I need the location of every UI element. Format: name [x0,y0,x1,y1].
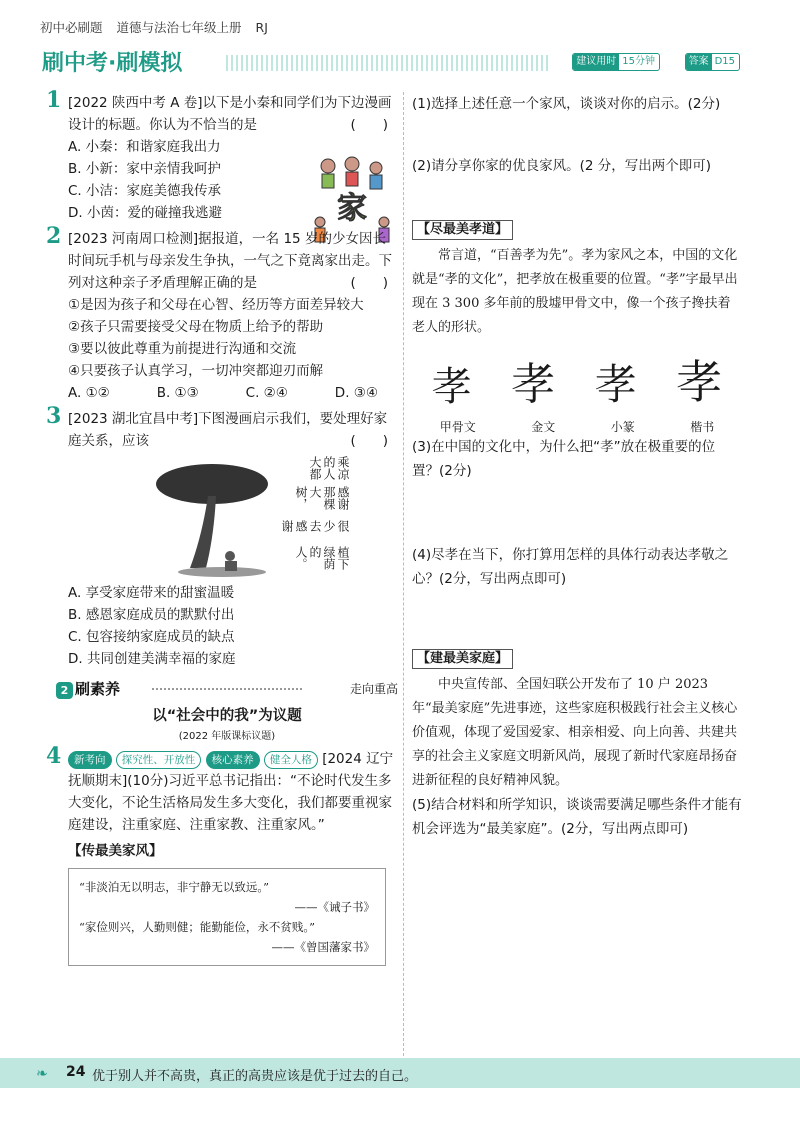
label-bronze: 金文 [531,420,556,434]
series-name: 初中必刷题 [40,20,103,35]
option-a: A. 小秦：和谐家庭我出力 [68,139,221,155]
answer-tag [685,53,740,71]
section-tagline: 走向重高 [349,682,398,696]
section-banner [40,46,740,78]
options-row [68,382,398,404]
section-header [56,678,398,700]
caption-line-4: 植下绿荫的人。 [294,545,350,570]
question-number: 2 [46,223,62,249]
subquestion-5: (5)结合材料和所学知识，谈谈需要满足哪些条件才能有机会评选为“最美家庭”。(2分，写出两点即可) [412,797,742,837]
answer-page: D15 [714,56,735,67]
option-d: D. 共同创建美满幸福的家庭 [68,651,236,667]
label-seal: 小篆 [610,420,635,434]
label-regular: 楷书 [690,420,715,434]
art-character: 家 [337,191,367,226]
time-tag [572,53,660,71]
glyph-labels [412,418,742,435]
option-c: C. 小洁：家庭美德我传承 [68,183,222,199]
right-column [412,92,742,841]
answer-blank: ( ) [350,117,388,133]
option-a: A. 享受家庭带来的甜蜜温暖 [68,585,235,601]
leaf-icon: ❧ [36,1066,48,1082]
caption-line-3: 很少去感谢 [280,520,350,533]
option-d: D. ③④ [334,385,378,401]
edition: RJ [255,20,268,35]
glyph-oracle: 孝 [431,364,472,410]
statement-4: ④只要孩子认真学习，一切冲突都迎刃而解 [68,363,324,379]
running-header [40,18,282,36]
question-number: 3 [46,403,62,429]
dotted-rule [152,688,302,690]
quote-1: “非淡泊无以明志，非宁静无以致远。” [79,880,270,894]
option-b: B. 小新：家中亲情我呵护 [68,161,221,177]
statement-1: ①是因为孩子和父母在心智、经历等方面差异较大 [68,297,364,313]
option-a: A. ①② [68,385,110,401]
pill-new: 新考向 [68,751,112,769]
section-badge: 2 [56,682,73,699]
caption-line-1: 乘凉的人大都 [308,456,350,480]
answer-blank: ( ) [350,433,388,449]
time-label: 建议用时 [573,54,619,70]
filial-section [412,218,742,483]
footer-motto: 优于别人并不高贵，真正的高贵应该是优于过去的自己。 [92,1069,418,1084]
question-stem: [2024 辽宁抚顺期末](10分)习近平总书记指出：“不论时代发生多大变化，不论生活格局发生多大变化，我们都要重视家庭建设，注重家庭、注重家教、注重家风。” [68,751,394,833]
option-b: B. ①③ [156,385,199,401]
quote-2-source: ——《曾国藩家书》 [271,940,375,954]
family-text: 中央宣传部、全国妇联公开发布了 10 户 2023 年“最美家庭”先进事迹，这些家庭积极践行社会主义核心价值观，体现了爱国爱家、相亲相爱、向上向善、共建共享的社会主义家庭文明新风尚，展现了新时代家庭昂扬奋进新征程的良好精神风貌。 [412,677,738,788]
topic-title: 以“社会中的我”为议题 [152,708,302,724]
quote-2: “家俭则兴，人勤则健；能勤能俭，永不贫贱。” [79,920,316,934]
question-number: 4 [46,743,62,769]
question-1 [46,87,398,226]
option-d: D. 小茵：爱的碰撞我逃避 [68,205,222,221]
page-footer [0,1058,800,1088]
brand-title: 刷中考·刷模拟 [42,51,183,76]
pill-types: 探究性、开放性 [116,751,202,769]
option-b: B. 感恩家庭成员的默默付出 [68,607,235,623]
time-value: 15分钟 [622,56,655,67]
section-label: 刷素养 [75,680,121,698]
statement-2: ②孩子只需要接受父母在物质上给予的帮助 [68,319,324,335]
pill-core-value: 健全人格 [264,751,318,769]
decorative-stripes [226,55,550,71]
glyph-regular: 孝 [676,355,723,409]
family-section [412,647,742,841]
question-stem: [2023 湖北宜昌中考]下图漫画启示我们，要处理好家庭关系，应该 [68,411,388,449]
question-3 [46,403,398,670]
filial-heading: 【尽最美孝道】 [412,220,513,240]
option-c: C. ②④ [245,385,288,401]
subquestion-3: (3)在中国的文化中，为什么把“孝”放在极重要的位置？(2分) [412,439,716,479]
page-number: 24 [66,1064,86,1080]
column-divider [403,92,404,1056]
statement-3: ③要以彼此尊重为前提进行沟通和交流 [68,341,297,357]
glyph-bronze: 孝 [511,359,556,410]
option-c: C. 包容接纳家庭成员的缺点 [68,629,235,645]
question-4 [46,743,398,966]
label-oracle: 甲骨文 [439,420,476,434]
filial-text: 常言道，“百善孝为先”。孝为家风之本，中国的文化就是“孝的文化”，把孝放在极重要的位置。“孝”字最早出现在 3 300 多年前的殷墟甲骨文中，像一个孩子搀扶着老人的形状。 [412,248,738,335]
quote-box [68,868,386,966]
glyph-seal: 孝 [594,360,637,409]
question-stem: [2023 河南周口检测]据报道，一名 15 岁的少女因长时间玩手机与母亲发生争执，一气之下竟离家出走。下列对这种亲子矛盾理解正确的是 [68,231,392,291]
subject-name: 道德与法治七年级上册 [116,20,242,35]
subquestion-4: (4)尽孝在当下，你打算用怎样的具体行动表达孝敬之心？(2分，写出两点即可) [412,547,729,587]
material-heading: 【传最美家风】 [68,843,163,859]
subquestion-2: (2)请分享你家的优良家风。(2 分，写出两个即可) [412,158,712,174]
topic-subtitle: (2022 年版课标议题) [178,731,276,742]
question-stem: [2022 陕西中考 A 卷]以下是小秦和同学们为下边漫画设计的标题。你认为不恰当的是 [68,95,392,133]
xiao-glyphs [412,352,742,412]
answer-blank: ( ) [350,275,388,291]
left-column [46,87,398,966]
section-title [56,678,120,699]
answer-label: 答案 [686,54,712,70]
question-2 [46,223,398,404]
subquestion-1: (1)选择上述任意一个家风，谈谈对你的启示。(2分) [412,96,721,112]
family-heading: 【建最美家庭】 [412,649,513,669]
caption-line-2: 感谢那棵大树， [294,485,350,510]
quote-1-source: ——《诫子书》 [294,900,375,914]
question-number: 1 [46,87,62,113]
cartoon-caption [280,456,350,578]
pill-core: 核心素养 [206,751,260,769]
tree-cartoon [152,456,352,578]
